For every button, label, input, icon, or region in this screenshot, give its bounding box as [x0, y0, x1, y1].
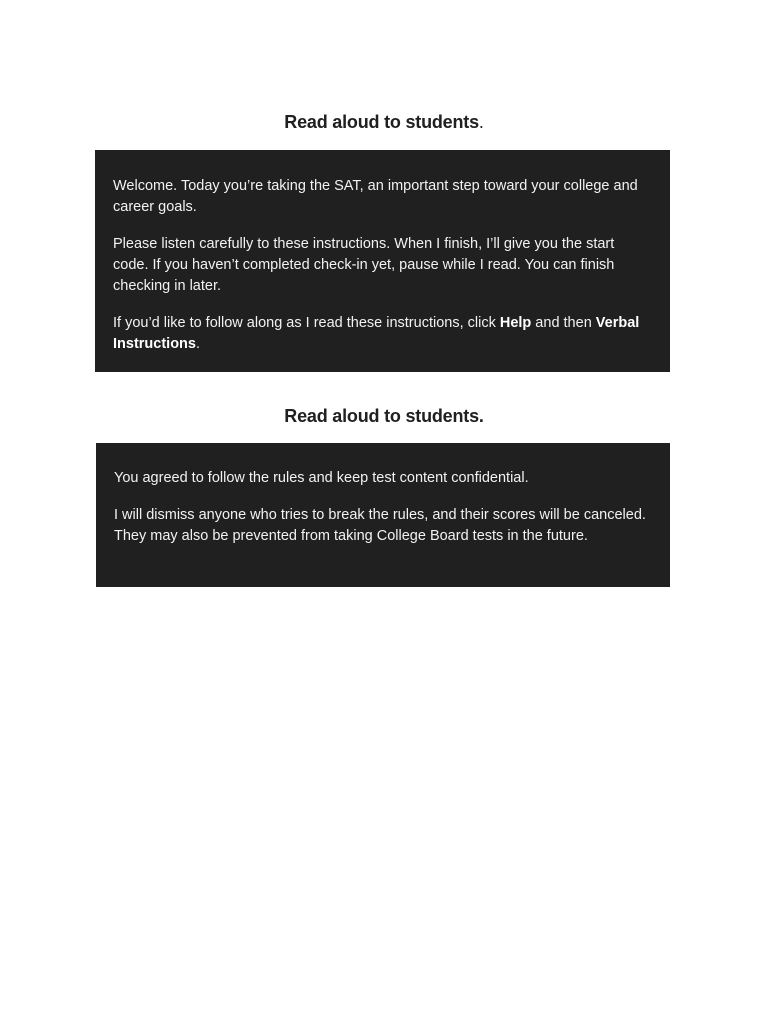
agreed-paragraph: You agreed to follow the rules and keep test content confidential.	[114, 470, 529, 486]
listen-paragraph: Please listen carefully to these instructions. When I finish, I’ll give you the start code. If you haven’t completed check-in yet, pause while I read. You can finish checking in later.	[113, 236, 615, 294]
welcome-paragraph: Welcome. Today you’re taking the SAT, an important step toward your college and career goals.	[113, 178, 638, 215]
section-1-heading-period: .	[478, 112, 484, 132]
section-1-heading-text: Read aloud to students	[284, 112, 479, 132]
read-aloud-box-2	[96, 443, 670, 587]
help-term: Help	[499, 315, 532, 331]
follow-along-paragraph	[113, 313, 652, 355]
section-2-heading: Read aloud to students.	[284, 406, 484, 426]
dismiss-paragraph: I will dismiss anyone who tries to break the rules, and their scores will be canceled. They may also be prevented from taking College Board tests in the future.	[114, 507, 646, 544]
verbal-instructions-term: Verbal Instructions	[113, 315, 640, 352]
follow-along-suffix: .	[195, 336, 201, 352]
section-1-heading	[0, 112, 768, 133]
follow-along-prefix: If you’d like to follow along as I read these instructions, click	[113, 315, 500, 331]
read-aloud-box-1	[95, 150, 670, 372]
follow-along-middle: and then	[531, 315, 596, 331]
